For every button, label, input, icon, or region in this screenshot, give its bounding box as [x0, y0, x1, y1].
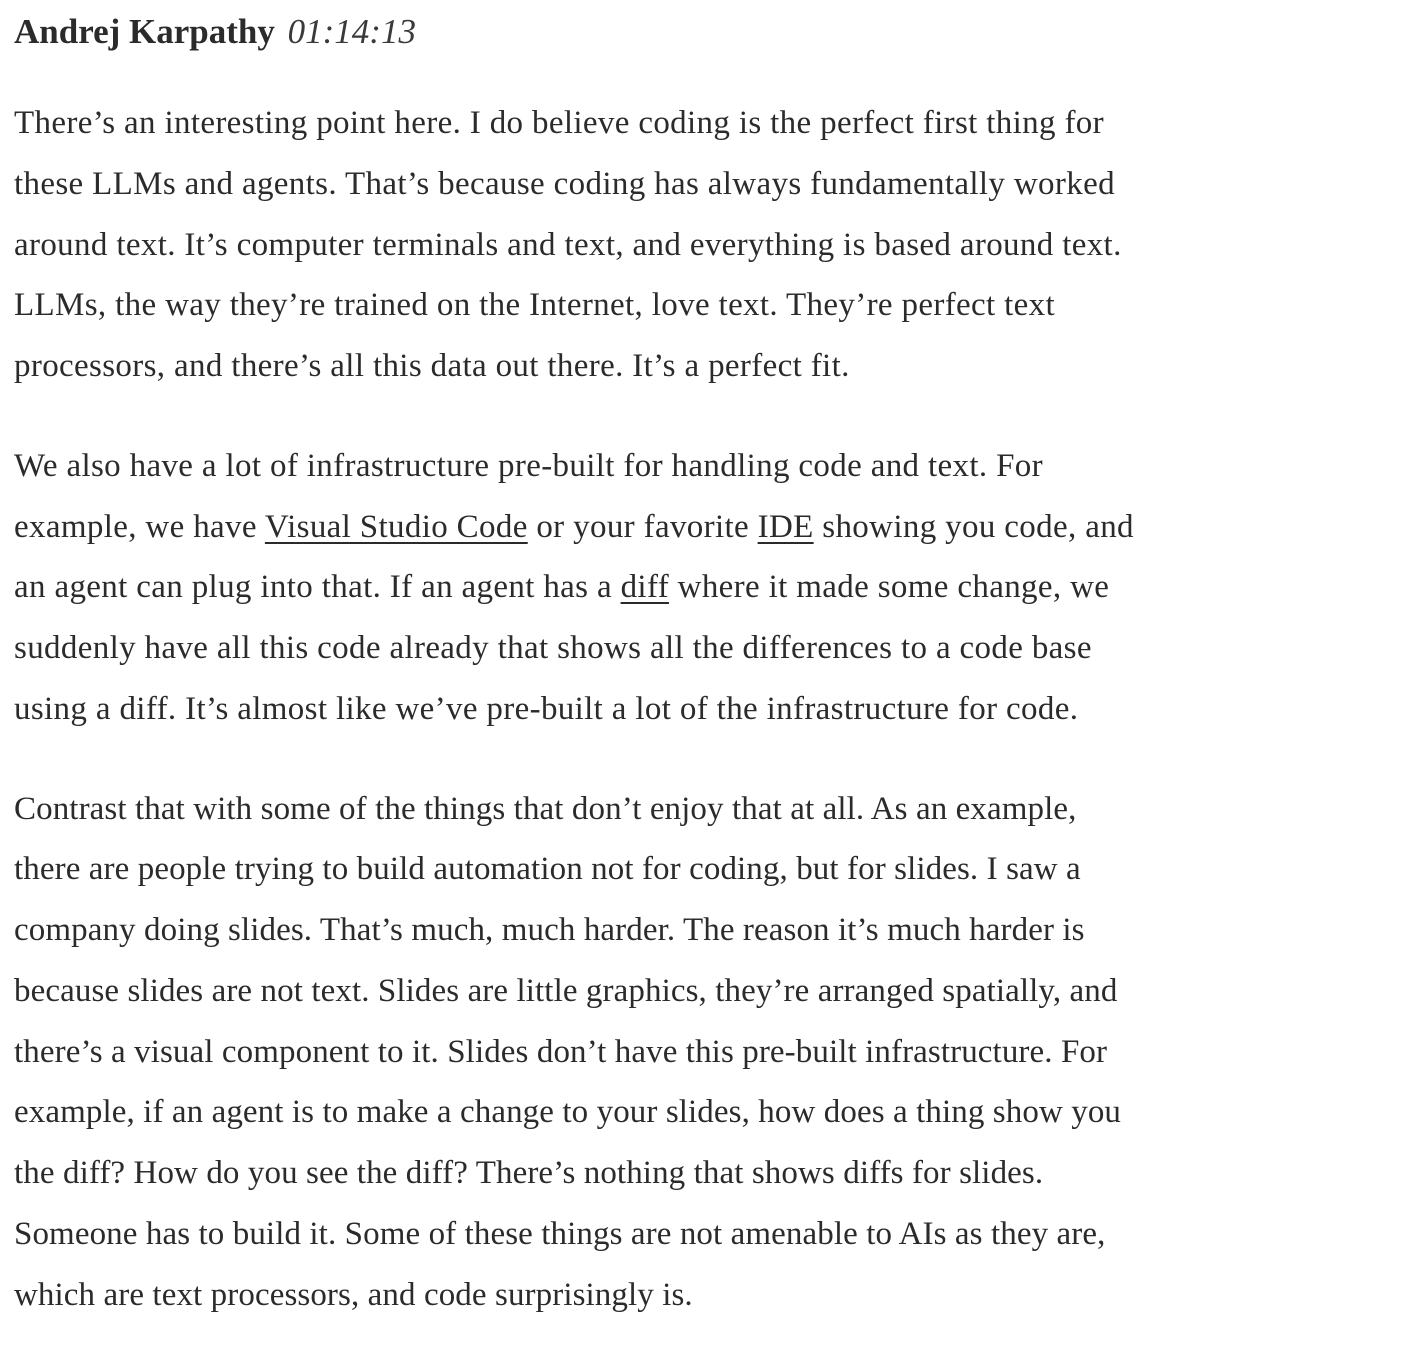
text-segment: an agent can plug into that. If an agent has a: [14, 569, 621, 606]
text-line: There’s an interesting point here. I do believe coding is the perfect first thing for: [14, 105, 1104, 141]
visual-studio-code-link[interactable]: Visual Studio Code: [264, 508, 528, 545]
text-segment: or your favorite: [527, 508, 758, 545]
text-line: the diff? How do you see the diff? There’s nothing that shows diffs for slides.: [14, 1155, 1044, 1191]
paragraph-1: [14, 93, 1398, 397]
text-line: these LLMs and agents. That’s because coding has always fundamentally worked: [14, 165, 1115, 202]
text-line: there are people trying to build automation not for coding, but for slides. I saw a: [14, 851, 1081, 888]
text-line: We also have a lot of infrastructure pre-built for handling code and text. For: [14, 447, 1043, 484]
text-line: Contrast that with some of the things that don’t enjoy that at all. As an example,: [14, 790, 1077, 827]
text-line: Someone has to build it. Some of these things are not amenable to AIs as they are,: [14, 1215, 1106, 1252]
text-segment: where it made some change, we: [669, 569, 1110, 606]
text-line: [14, 497, 1398, 558]
text-line: processors, and there’s all this data out there. It’s a perfect fit.: [14, 348, 850, 384]
text-line: company doing slides. That’s much, much harder. The reason it’s much harder is: [14, 912, 1085, 948]
text-line: LLMs, the way they’re trained on the Internet, love text. They’re perfect text: [14, 287, 1056, 324]
text-line: there’s a visual component to it. Slides don’t have this pre-built infrastructure. For: [14, 1033, 1108, 1070]
text-line: which are text processors, and code surprisingly is.: [14, 1276, 693, 1313]
paragraph-3: [14, 779, 1398, 1326]
text-line: suddenly have all this code already that shows all the differences to a code base: [14, 630, 1092, 666]
diff-link[interactable]: diff: [620, 569, 670, 606]
speaker-name: Andrej Karpathy: [14, 12, 275, 51]
transcript-section: [14, 10, 1398, 1364]
timestamp: 01:14:13: [287, 12, 416, 51]
text-segment: showing you code, and: [813, 508, 1134, 545]
speaker-header: [14, 10, 1398, 54]
text-line: around text. It’s computer terminals and text, and everything is based around text.: [14, 226, 1122, 263]
text-line: [14, 557, 1398, 618]
ide-link[interactable]: IDE: [757, 508, 814, 545]
text-line: using a diff. It’s almost like we’ve pre-built a lot of the infrastructure for code.: [14, 690, 1079, 727]
text-line: example, if an agent is to make a change to your slides, how does a thing show you: [14, 1094, 1122, 1131]
text-segment: example, we have: [14, 508, 265, 545]
paragraph-2: [14, 436, 1398, 740]
text-line: because slides are not text. Slides are little graphics, they’re arranged spatially, and: [14, 972, 1118, 1009]
